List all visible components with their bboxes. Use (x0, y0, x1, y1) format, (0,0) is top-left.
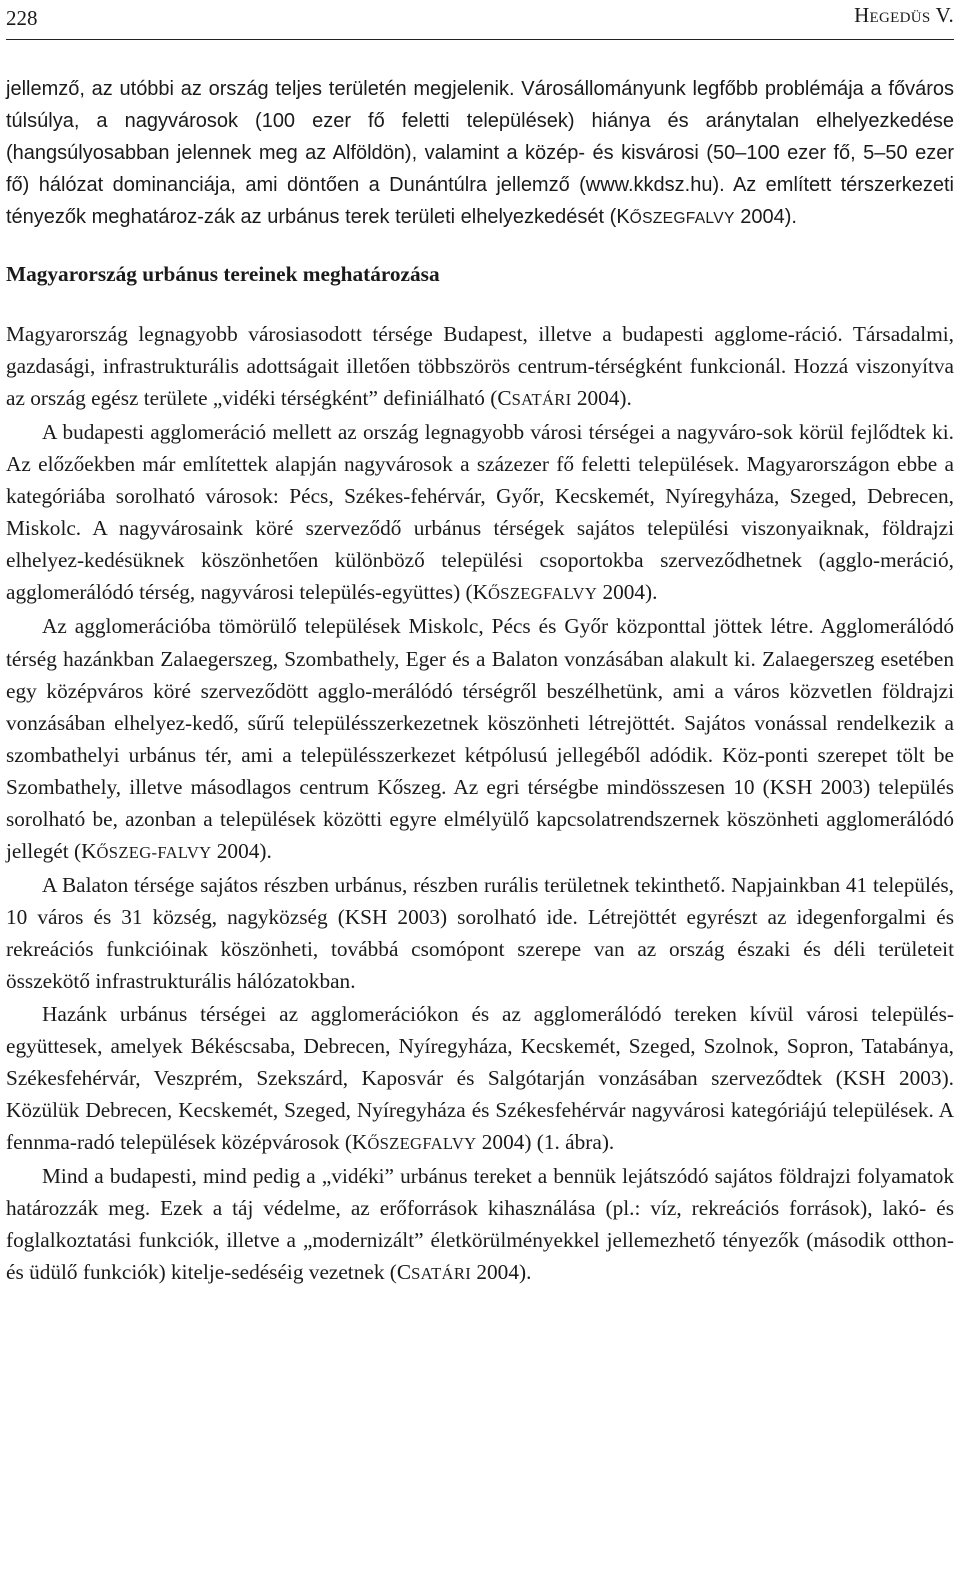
citation-author: ŐSZEG-FALVY (96, 843, 212, 863)
citation-author: ŐSZEGFALVY (629, 210, 735, 228)
paragraph-3: Az agglomerációba tömörülő települések Miskolc, Pécs és Győr központtal jöttek létre. Agglomerálódó térség hazánkban Zalaegerszeg, Szombathely, Eger és a Balaton vonzásában alakult ki. Zalaegerszeg esetében egy középváros köré szerveződött agglo-merálódó térségről beszélhetünk, ami a város közvetlen földrajzi vonzásában elhelyez-kedő, sűrű településszerkezetnek köszönheti létrejöttét. Sajátos vonással rendelkezik a szombathelyi urbánus tér, ami a településszerkezet kétpólusú jellegéből adódik. Köz-ponti szerepet tölt be Szombathely, illetve másodlagos centrum Kőszeg. Az egri térségbe mindösszesen 10 (KSH 2003) település sorolható be, azonban a települések közötti egyre elmélyülő kapcsolatrendszernek köszönheti agglomerálódó jellegét (KŐSZEG-FALVY 2004). (6, 614, 954, 864)
citation-author: ŐSZEGFALVY (487, 584, 598, 604)
citation-author: SATÁRI (511, 389, 572, 409)
section-heading: Magyarország urbánus tereinek meghatározása (6, 262, 440, 287)
body-text (6, 73, 954, 1290)
header-rule (6, 39, 954, 40)
running-header (6, 0, 954, 30)
paragraph-5: Hazánk urbánus térségei az agglomerációkon és az agglomerálódó tereken kívül városi település-együttesek, amelyek Békéscsaba, Debrecen, Nyíregyháza, Kecskemét, Szeged, Szolnok, Sopron, Tatabánya, Székesfehérvár, Veszprém, Szekszárd, Kaposvár és Salgótarján vonzásában szerveződtek (KSH 2003). Közülük Debrecen, Kecskemét, Szeged, Nyíregyháza és Székesfehérvár nagyvárosi kategóriájú települések. A fennma-radó települések középvárosok (KŐSZEGFALVY 2004) (1. ábra). (6, 1001, 954, 1154)
paragraph-6: Mind a budapesti, mind pedig a „vidéki” urbánus tereket a bennük lejátszódó sajátos földrajzi folyamatok határozzák meg. Ezek a táj védelme, az erőforrások kihasználása (pl.: víz, rekreációs források), lakó- és foglalkoztatási funkciók, illetve a „modernizált” életkörülményekkel jellemezhető tényezők (második otthon- és üdülő funkciók) kitelje-sedéséig vezetnek (CSATÁRI 2004). (6, 1164, 954, 1285)
citation-author: SATÁRI (411, 1264, 472, 1284)
paragraph-1: Magyarország legnagyobb városiasodott térsége Budapest, illetve a budapesti agglome-ráció. Társadalmi, gazdasági, infrastrukturális adottságait illetően többszörös centrum-térségként funkcionál. Hozzá viszonyítva az ország egész területe „vidéki térségként” definiálható (CSATÁRI 2004). (6, 321, 954, 410)
paragraph-2: A budapesti agglomeráció mellett az ország legnagyobb városi térségei a nagyváro-sok körül fejlődtek ki. Az előzőekben már említettek alapján nagyvárosok a százezer fő feletti települések. Magyarországon ebbe a kategóriába sorolható városok: Pécs, Székes-fehérvár, Győr, Kecskemét, Nyíregyháza, Szeged, Debrecen, Miskolc. A nagyvárosaink köré szerveződő urbánus térségek sajátos települési viszonyaiknak, földrajzi elhelyez-kedésüknek köszönhetően különböző települési csoportokba szerveződhetnek (agglo-meráció, agglomerálódó térség, nagyvárosi település-együttes) (KŐSZEGFALVY 2004). (6, 419, 954, 605)
running-author: HEGEDÜS V. (854, 3, 954, 27)
paragraph-4: A Balaton térsége sajátos részben urbánus, részben rurális területnek tekinthető. Napjainkban 41 település, 10 város és 31 község, nagyközség (KSH 2003) sorolható ide. Létrejöttét egyrészt az idegenforgalmi és rekreációs funkcióinak köszönheti, továbbá csomópont szerepe van az ország északi és déli területeit összekötő infrastrukturális hálózatokban. (6, 873, 954, 994)
intro-paragraph: jellemző, az utóbbi az ország teljes területén megjelenik. Városállományunk legfőbb problémája a főváros túlsúlya, a nagyvárosok (100 ezer fő feletti települések) hiánya és aránytalan elhelyezkedése (hangsúlyosabban jelennek meg az Alföldön), valamint a közép- és kisvárosi (50–100 ezer fő, 5–50 ezer fő) hálózat dominanciája, ami döntően a Dunántúlra jellemző (www.kkdsz.hu). Az említett térszerkezeti tényezők meghatároz-zák az urbánus terek területi elhelyezkedését (KŐSZEGFALVY 2004). (6, 78, 954, 229)
citation-author: ŐSZEGFALVY (367, 1133, 477, 1153)
page-number: 228 (6, 6, 38, 30)
